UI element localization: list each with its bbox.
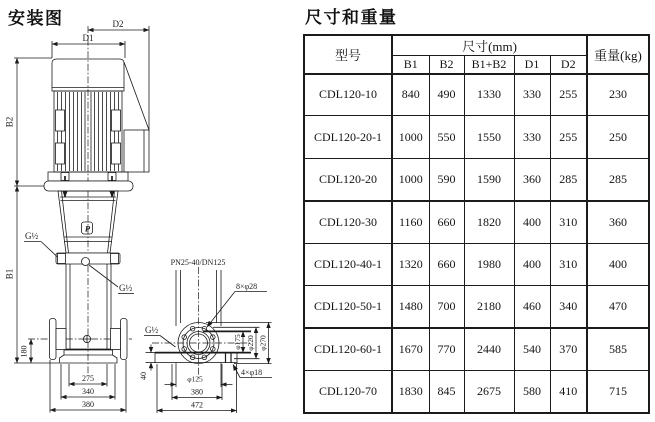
dim-40	[139, 345, 156, 381]
callout-g-half-side	[144, 325, 176, 347]
cell-b2: 590	[429, 158, 464, 200]
table-row	[304, 74, 649, 116]
header-b2: B2	[429, 56, 464, 74]
dim-label-340: 340	[82, 387, 94, 396]
dim-label-phi125: φ125	[187, 374, 203, 384]
cell-d2: 410	[550, 370, 587, 412]
cell-b1: 1670	[392, 328, 429, 370]
g-half-upper-label: G½	[25, 231, 39, 241]
header-weight: 重量(kg)	[587, 35, 649, 74]
cell-b1b2: 1550	[464, 116, 514, 158]
header-b1: B1	[392, 56, 429, 74]
cell-d2: 370	[550, 328, 587, 370]
callout-g-half-lower	[89, 265, 134, 294]
cell-model: CDL120-60-1	[304, 328, 392, 370]
cell-d2: 310	[550, 243, 587, 285]
cell-weight: 285	[587, 158, 649, 200]
cell-d1: 580	[514, 370, 550, 412]
cell-b2: 550	[429, 116, 464, 158]
pump-side-view	[139, 258, 272, 413]
dimensions-table	[303, 34, 650, 414]
callout-g-half-upper	[24, 231, 58, 257]
table-row	[304, 201, 649, 243]
cell-d1: 330	[514, 116, 550, 158]
cell-weight: 470	[587, 285, 649, 327]
g-half-side-label: G½	[145, 325, 159, 335]
cell-model: CDL120-40-1	[304, 243, 392, 285]
cell-b1b2: 2180	[464, 285, 514, 327]
dim-B2	[5, 58, 53, 186]
table-row	[304, 116, 649, 158]
cell-weight: 715	[587, 370, 649, 412]
bolt8-label: 8×φ28	[236, 282, 258, 291]
dim-180	[20, 339, 32, 363]
centerlines	[28, 26, 250, 378]
cell-model: CDL120-70	[304, 370, 392, 412]
pump-main-view	[44, 59, 149, 363]
dim-label-phi270: φ270	[258, 335, 268, 351]
dim-label-d1: D1	[82, 33, 94, 43]
table-row	[304, 243, 649, 285]
cell-model: CDL120-30	[304, 201, 392, 243]
cell-b1: 840	[392, 74, 429, 116]
g-half-lower-label: G½	[119, 283, 133, 293]
cell-b1: 1000	[392, 116, 429, 158]
cell-b1b2: 1980	[464, 243, 514, 285]
flange-spec-label: PN25-40/DN125	[170, 258, 226, 267]
cell-weight: 400	[587, 243, 649, 285]
cell-b1b2: 1820	[464, 201, 514, 243]
cell-b2: 490	[429, 74, 464, 116]
cell-d1: 330	[514, 74, 550, 116]
cell-d2: 285	[550, 158, 587, 200]
bolt4-label: 4×φ18	[241, 368, 263, 377]
header-model: 型号	[304, 35, 392, 74]
cell-b1b2: 2675	[464, 370, 514, 412]
cell-model: CDL120-10	[304, 74, 392, 116]
callout-4xphi18	[233, 365, 272, 378]
vent-port	[82, 258, 90, 266]
pump-barrel	[64, 264, 113, 350]
dim-label-472: 472	[191, 400, 203, 410]
header-row-1	[304, 35, 649, 56]
brand-logo-letter: P	[84, 223, 91, 234]
cell-weight: 250	[587, 116, 649, 158]
cell-b1: 1000	[392, 158, 429, 200]
cell-b1b2: 2440	[464, 328, 514, 370]
cell-d1: 360	[514, 158, 550, 200]
table-row	[304, 370, 649, 412]
header-d1: D1	[514, 56, 550, 74]
drawing-title: 安装图	[8, 9, 64, 28]
cell-b2: 660	[429, 243, 464, 285]
dimension-table-panel	[300, 0, 655, 422]
cell-b1: 1320	[392, 243, 429, 285]
cell-b2: 770	[429, 328, 464, 370]
cell-model: CDL120-20	[304, 158, 392, 200]
table-row	[304, 158, 649, 200]
terminal-box	[124, 62, 149, 172]
cell-weight: 230	[587, 74, 649, 116]
cell-b1b2: 1330	[464, 74, 514, 116]
dim-label-phi175: φ175	[233, 334, 242, 350]
header-b1b2: B1+B2	[464, 56, 514, 74]
cell-b1: 1830	[392, 370, 429, 412]
table-title: 尺寸和重量	[305, 8, 398, 27]
cell-b2: 700	[429, 285, 464, 327]
dim-label-phi220: φ220	[245, 335, 255, 351]
cell-d2: 255	[550, 116, 587, 158]
cell-b1: 1480	[392, 285, 429, 327]
cell-b2: 660	[429, 201, 464, 243]
dim-label-180: 180	[19, 345, 29, 358]
cell-d1: 460	[514, 285, 550, 327]
cell-d1: 400	[514, 201, 550, 243]
cell-b2: 845	[429, 370, 464, 412]
header-size-group: 尺寸(mm)	[392, 35, 587, 56]
dim-label-380: 380	[82, 400, 94, 409]
cell-d2: 340	[550, 285, 587, 327]
table-row	[304, 285, 649, 327]
cell-weight: 360	[587, 201, 649, 243]
dim-label-b2: B2	[4, 116, 15, 128]
dim-label-380-side: 380	[191, 387, 203, 397]
cell-b1b2: 1590	[464, 158, 514, 200]
dim-label-275: 275	[82, 374, 94, 383]
cell-d1: 540	[514, 328, 550, 370]
dim-phi175	[233, 331, 243, 352]
table-row	[304, 328, 649, 370]
cell-weight: 585	[587, 328, 649, 370]
cell-model: CDL120-50-1	[304, 285, 392, 327]
dim-label-d2: D2	[112, 19, 124, 29]
cell-b1: 1160	[392, 201, 429, 243]
installation-drawing	[0, 0, 300, 422]
callout-8xphi28	[207, 282, 267, 327]
cell-d1: 400	[514, 243, 550, 285]
dim-D1	[52, 33, 125, 58]
header-d2: D2	[550, 56, 587, 74]
dim-label-40: 40	[139, 372, 148, 380]
cell-d2: 310	[550, 201, 587, 243]
cell-d2: 255	[550, 74, 587, 116]
dim-label-b1: B1	[4, 268, 15, 280]
cell-model: CDL120-20-1	[304, 116, 392, 158]
